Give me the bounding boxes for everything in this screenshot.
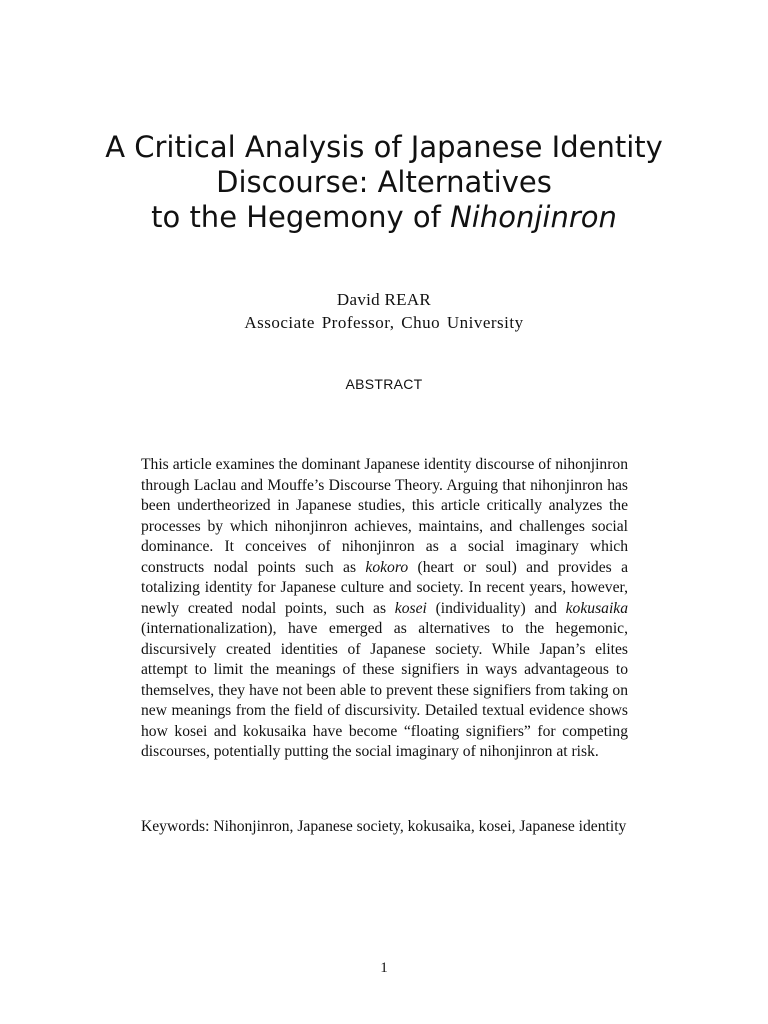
abstract-italic-kokusaika: kokusaika — [565, 599, 628, 617]
abstract-italic-kokoro: kokoro — [365, 558, 409, 576]
title-line-2: Discourse: Alternatives — [216, 165, 552, 199]
author-block — [0, 288, 768, 334]
abstract-italic-kosei: kosei — [394, 599, 427, 617]
title-line-3-text: to the Hegemony of — [151, 200, 451, 234]
abstract-segment-3: (individuality) and — [426, 599, 566, 617]
author-affiliation: Associate Professor, Chuo University — [244, 313, 524, 332]
abstract-segment-2: (heart or soul) and provides a totalizing identity for Japanese culture and society. In recent years, however, newly created nodal points, such as — [141, 558, 629, 617]
page-number: 1 — [380, 960, 388, 976]
title-line-1: A Critical Analysis of Japanese Identity — [105, 130, 663, 164]
author-name: David REAR — [336, 290, 432, 309]
keywords: Keywords: Nihonjinron, Japanese society, kokusaika, kosei, Japanese identity — [141, 818, 627, 835]
title-line-3 — [0, 200, 768, 235]
abstract-segment-4: (internationalization), have emerged as alternatives to the hegemonic, discursively created identities of Japanese society. While Japan’s elites attempt to limit the meanings of these signifiers in ways advantageous to themselves, they have not been able to prevent these signifiers from taking on new meanings from the field of discursivity. Detailed textual evidence shows how kosei and kokusaika have become “floating signifiers” for competing discourses, potentially putting the social imaginary of nihonjinron at risk. — [141, 620, 628, 760]
abstract-heading: ABSTRACT — [345, 376, 423, 392]
abstract-segment-1: This article examines the dominant Japanese identity discourse of nihonjinron through Laclau and Mouffe’s Discourse Theory. Arguing that nihonjinron has been undertheorized in Japanese studies, this article critically analyzes the processes by which nihonjinron achieves, maintains, and challenges social dominance. It conceives of nihonjinron as a social imaginary which constructs nodal points such as — [141, 456, 628, 576]
paper-title — [0, 130, 768, 235]
abstract-text — [141, 455, 628, 763]
title-italic-term: Nihonjinron — [450, 200, 617, 234]
